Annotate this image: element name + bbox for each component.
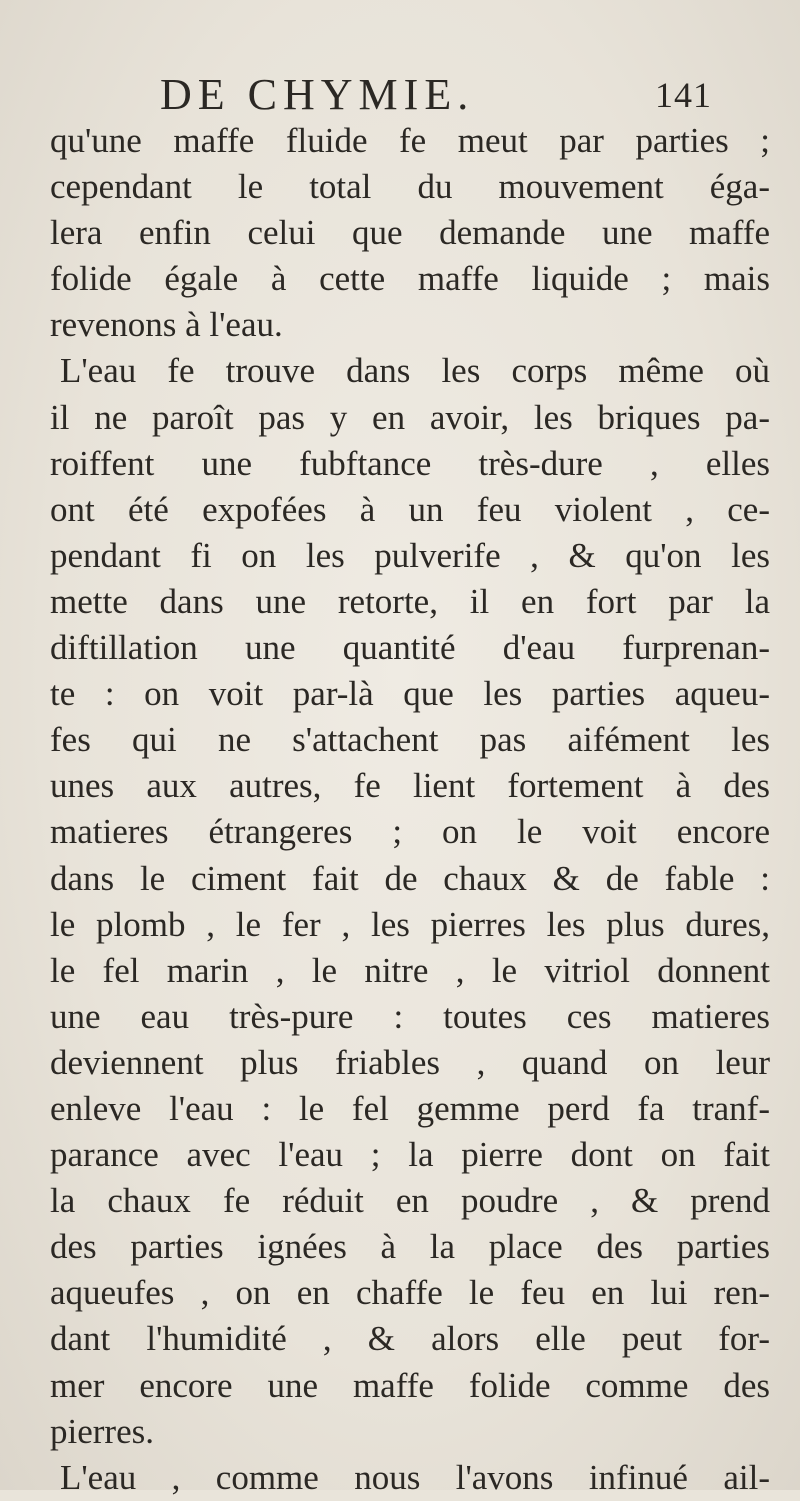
text-line: dans le ciment fait de chaux & de fable :: [50, 858, 770, 898]
text-line: revenons à l'eau.: [50, 305, 283, 345]
text-line: des parties ignées à la place des parties: [50, 1227, 770, 1267]
page-header: [0, 70, 800, 120]
page-number: 141: [655, 75, 712, 115]
text-line: parance avec l'eau ; la pierre dont on fait: [50, 1135, 770, 1175]
text-line: L'eau , comme nous l'avons infinué ail-: [60, 1457, 770, 1497]
text-line: le fel marin , le nitre , le vitriol donnent: [50, 950, 770, 990]
text-line: qu'une maffe fluide fe meut par parties ;: [50, 121, 770, 160]
text-line: enleve l'eau : le fel gemme perd fa tranf-: [50, 1088, 770, 1128]
text-line: deviennent plus friables , quand on leur: [50, 1042, 770, 1082]
text-line: une eau très-pure : toutes ces matieres: [50, 996, 770, 1036]
text-line: pendant fi on les pulverife , & qu'on les: [50, 535, 770, 575]
text-line: mer encore une maffe folide comme des: [50, 1365, 770, 1405]
running-title: DE CHYMIE.: [160, 70, 475, 119]
text-line: L'eau fe trouve dans les corps même où: [60, 351, 770, 391]
text-line: pierres.: [50, 1411, 154, 1451]
text-line: la chaux fe réduit en poudre , & prend: [50, 1181, 770, 1221]
text-line: lera enfin celui que demande une maffe: [50, 213, 770, 253]
text-line: diftillation une quantité d'eau furprenan-: [50, 628, 770, 668]
text-line: te : on voit par-là que les parties aqueu-: [50, 674, 770, 714]
text-line: cependant le total du mouvement éga-: [50, 167, 770, 207]
text-line: ont été expofées à un feu violent , ce-: [50, 489, 770, 529]
text-line: mette dans une retorte, il en fort par la: [50, 581, 770, 621]
text-line: le plomb , le fer , les pierres les plus dures,: [50, 904, 770, 944]
text-line: dant l'humidité , & alors elle peut for-: [50, 1319, 770, 1359]
text-line: unes aux autres, fe lient fortement à des: [50, 766, 770, 806]
text-line: folide égale à cette maffe liquide ; mais: [50, 259, 770, 299]
text-line: roiffent une fubftance très-dure , elles: [50, 443, 770, 483]
text-line: fes qui ne s'attachent pas aifément les: [50, 720, 770, 760]
text-line: aqueufes , on en chaffe le feu en lui ren-: [50, 1273, 770, 1313]
text-line: il ne paroît pas y en avoir, les briques pa-: [50, 397, 770, 437]
text-line: matieres étrangeres ; on le voit encore: [50, 812, 770, 852]
body-text: [50, 118, 770, 1501]
